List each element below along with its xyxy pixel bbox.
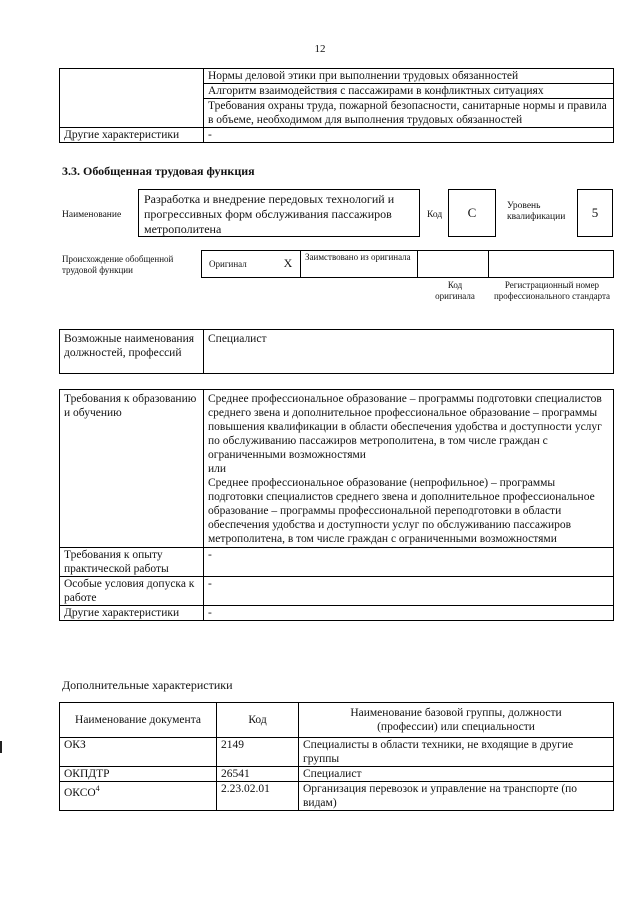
row-value: Требования охраны труда, пожарной безопасности, санитарные нормы и правила в объеме, необходимом для выполнения трудовых обязанностей <box>204 99 614 128</box>
admission-value: - <box>204 577 614 606</box>
table-row <box>60 390 614 548</box>
doc-name-cell <box>60 782 217 811</box>
column-header: Наименование базовой группы, должности (профессии) или специальности <box>299 703 614 738</box>
function-name: Разработка и внедрение передовых технологий и прогрессивных форм обслуживания пассажиров метрополитена <box>144 192 395 236</box>
requirements-table <box>59 389 614 621</box>
function-name-box <box>138 189 420 237</box>
table-row <box>60 577 614 606</box>
row-label <box>60 99 204 128</box>
level-label: Уровень квалификации <box>507 201 566 222</box>
experience-value: - <box>204 548 614 577</box>
other-label: Другие характеристики <box>60 606 204 621</box>
admission-label: Особые условия допуска к работе <box>60 577 204 606</box>
doc-name: ОКСО <box>64 786 96 799</box>
table-row <box>60 606 614 621</box>
origin-label: Происхождение обобщенной трудовой функции <box>62 254 174 275</box>
table-row <box>60 99 614 128</box>
row-value: Алгоритм взаимодействия с пассажирами в конфликтных ситуациях <box>204 84 614 99</box>
doc-code: 2.23.02.01 <box>217 782 299 811</box>
table-row <box>60 330 614 374</box>
table-row <box>60 548 614 577</box>
doc-code: 26541 <box>217 767 299 782</box>
doc-group: Специалисты в области техники, не входящие в другие группы <box>299 738 614 767</box>
reg-number-caption: Регистрационный номер профессионального стандарта <box>493 280 611 301</box>
row-value: Нормы деловой этики при выполнении трудовых обязанностей <box>204 69 614 84</box>
name-label: Наименование <box>62 210 122 220</box>
code-value: C <box>467 205 477 220</box>
table-row <box>60 767 614 782</box>
doc-name: ОКЗ <box>60 738 217 767</box>
borrowed-label: Заимствовано из оригинала <box>305 252 411 262</box>
section-title: 3.3. Обобщенная трудовая функция <box>62 164 255 178</box>
doc-group: Специалист <box>299 767 614 782</box>
doc-code: 2149 <box>217 738 299 767</box>
top-characteristics-table <box>59 68 614 143</box>
table-row <box>60 128 614 143</box>
level-box <box>577 189 613 237</box>
other-value: - <box>204 606 614 621</box>
code-box <box>448 189 496 237</box>
table-row <box>60 782 614 811</box>
doc-name: ОКПДТР <box>60 767 217 782</box>
table-row <box>60 738 614 767</box>
positions-value: Специалист <box>204 330 614 374</box>
code-original-caption: Код оригинала <box>435 280 475 301</box>
positions-label: Возможные наименования должностей, профессий <box>60 330 204 374</box>
divider <box>488 250 489 278</box>
table-header-row <box>60 703 614 738</box>
table-row <box>60 69 614 84</box>
education-value: Среднее профессиональное образование – программы подготовки специалистов среднего звена и дополнительное профессиональное образование – программы повышения квалификации в области обеспечения удобства и доступности услуг по обслуживанию пассажиров метрополитена, в том числе граждан с ограниченными возможностями или Среднее профессиональное образование (непрофильное) – программы подготовки специалистов среднего звена и дополнительное профессиональное образование – программы профессиональной переподготовки в области обеспечения удобства и доступности услуг по обслуживанию пассажиров метрополитена, в том числе граждан с ограниченными возможностями <box>204 390 614 548</box>
footnote-marker: 4 <box>95 784 100 793</box>
positions-table <box>59 329 614 374</box>
table-row <box>60 84 614 99</box>
experience-label: Требования к опыту практической работы <box>60 548 204 577</box>
code-label: Код <box>427 210 443 220</box>
row-label <box>60 69 204 84</box>
original-label: Оригинал <box>209 259 247 269</box>
divider <box>417 250 418 278</box>
scan-margin-mark <box>0 741 2 753</box>
level-value: 5 <box>591 205 599 220</box>
additional-title: Дополнительные характеристики <box>62 678 233 692</box>
education-label: Требования к образованию и обучению <box>60 390 204 548</box>
row-value: - <box>204 128 614 143</box>
column-header: Код <box>217 703 299 738</box>
original-mark: X <box>283 256 293 270</box>
row-label <box>60 84 204 99</box>
column-header: Наименование документа <box>60 703 217 738</box>
divider <box>300 250 301 278</box>
row-label: Другие характеристики <box>60 128 204 143</box>
page-number: 12 <box>314 43 326 55</box>
doc-group: Организация перевозок и управление на транспорте (по видам) <box>299 782 614 811</box>
additional-table <box>59 702 614 811</box>
